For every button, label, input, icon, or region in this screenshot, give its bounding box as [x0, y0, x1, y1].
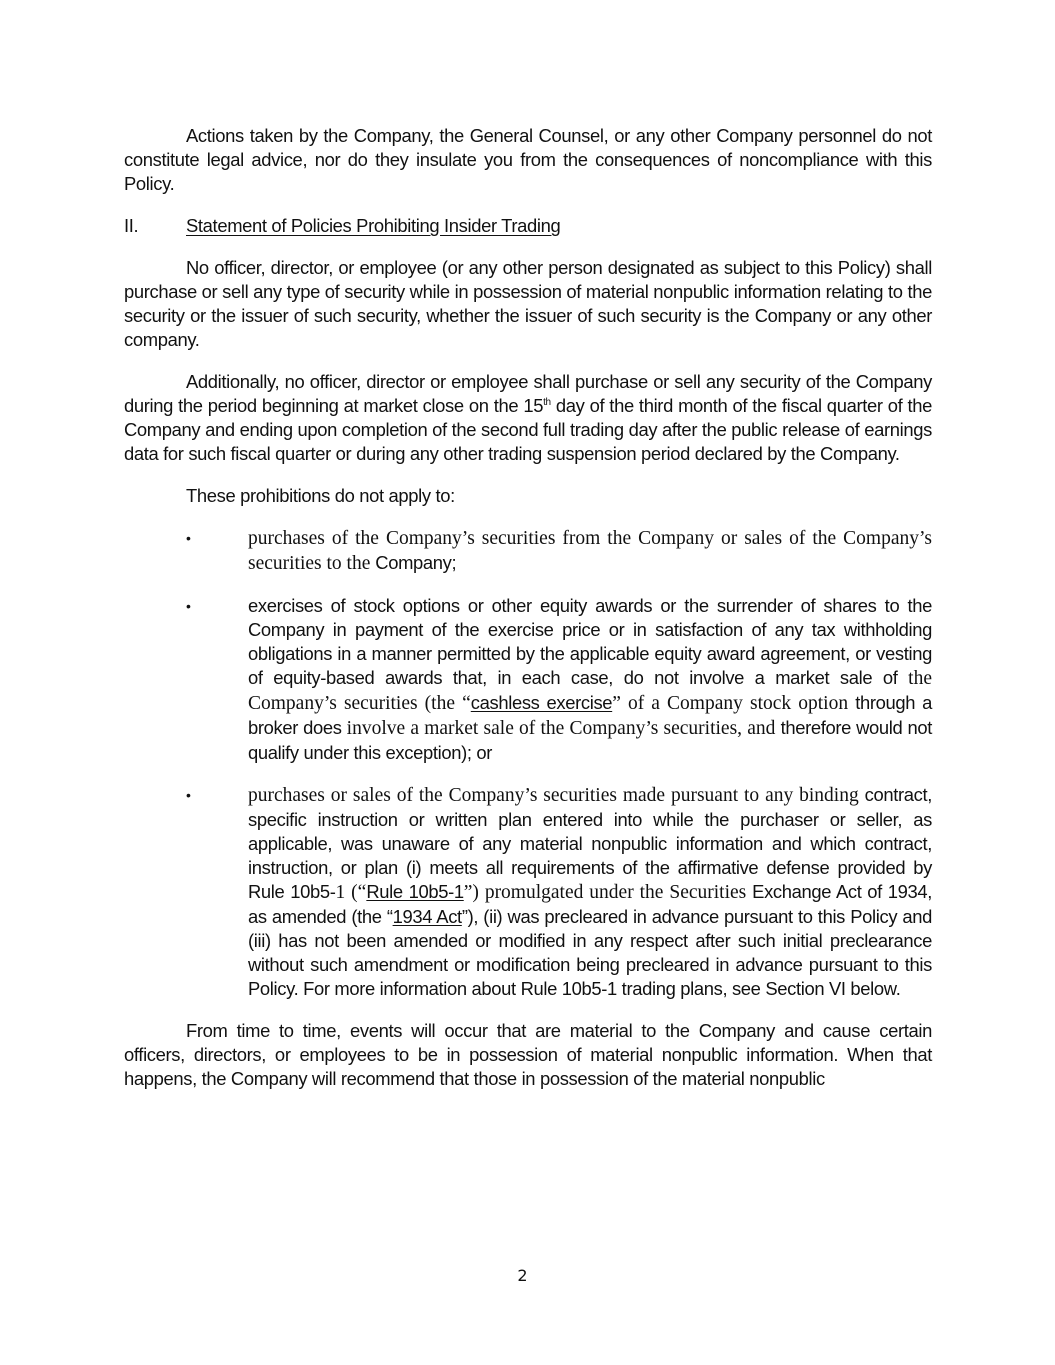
section-number: II. — [124, 215, 139, 236]
policy-paragraph-4: From time to time, events will occur that are material to the Company and cause certain officers, directors, or employees to be in possession of material nonpublic information. When that happens, the Company will recommend that those in possession of the material nonpublic — [124, 1020, 932, 1089]
defined-term-cashless-exercise: cashless exercise — [470, 692, 613, 713]
defined-term-1934-act: 1934 Act — [392, 906, 462, 927]
exception-text: purchases of the Company’s securities from the Company or sales of the Company’s securities to the Company; — [248, 528, 932, 574]
paragraph-2-text-b: day of the third month of the fiscal quarter of the Company and ending upon completion of the second full trading day after the public release of earnings data for such fiscal quarter or during any other trading suspension period declared by the Company. — [124, 395, 932, 464]
policy-paragraph-2 — [124, 370, 932, 466]
ordinal-superscript: th — [543, 396, 551, 408]
intro-paragraph: Actions taken by the Company, the General Counsel, or any other Company personnel do not constitute legal advice, nor do they insulate you from the consequences of noncompliance with this Policy. — [124, 125, 932, 194]
exception-list-item — [186, 526, 932, 576]
paragraph-2-text-a: Additionally, no officer, director or employee shall purchase or sell any security of the Company during the period beginning at market close on the 15 — [124, 371, 932, 416]
document-page — [124, 124, 932, 1109]
section-title: Statement of Policies Prohibiting Insider Trading — [186, 215, 561, 236]
bullet-icon: • — [186, 787, 191, 803]
exception-text: exercises of stock options or other equity awards or the surrender of shares to the Company in payment of the exercise price or in satisfaction of any tax withholding obligations in a manner permitted by the applicable equity award agreement, or vesting of equity-based awards that, in each case, do not involve a market sale of the Company’s securities (the “cashless exercise” of a Company stock option through a broker does involve a market sale of the Company’s securities, and therefore would not qualify under this exception); or — [248, 595, 933, 763]
defined-term-rule-10b5-1: Rule 10b5-1 — [366, 881, 464, 902]
page-number: 2 — [517, 1266, 528, 1285]
bullet-icon: • — [186, 598, 191, 614]
section-heading — [124, 214, 932, 238]
policy-paragraph-1: No officer, director, or employee (or any other person designated as subject to this Policy) shall purchase or sell any type of security while in possession of material nonpublic information relating to the security or the issuer of such security, whether the issuer of such security is the Company or any other company. — [124, 257, 932, 350]
exception-text: purchases or sales of the Company’s securities made pursuant to any binding contract, specific instruction or written plan entered into while the purchaser or seller, as applicable, was unaware of any material nonpublic information and which contract, instruction, or plan (i) meets all requirements of the affirmative defense provided by Rule 10b5-1 (“Rule 10b5-1”) promulgated under the Securities Exchange Act of 1934, as amended (the “1934 Act”), (ii) was precleared in advance pursuant to this Policy and (iii) has not been amended or modified in any respect after such initial preclearance without such amendment or modification being precleared in advance pursuant to this Policy. For more information about Rule 10b5-1 trading plans, see Section VI below. — [248, 784, 932, 999]
exception-list-item — [186, 594, 932, 765]
exceptions-intro: These prohibitions do not apply to: — [186, 485, 455, 506]
exception-list-item — [186, 783, 932, 1001]
bullet-icon: • — [186, 530, 191, 546]
